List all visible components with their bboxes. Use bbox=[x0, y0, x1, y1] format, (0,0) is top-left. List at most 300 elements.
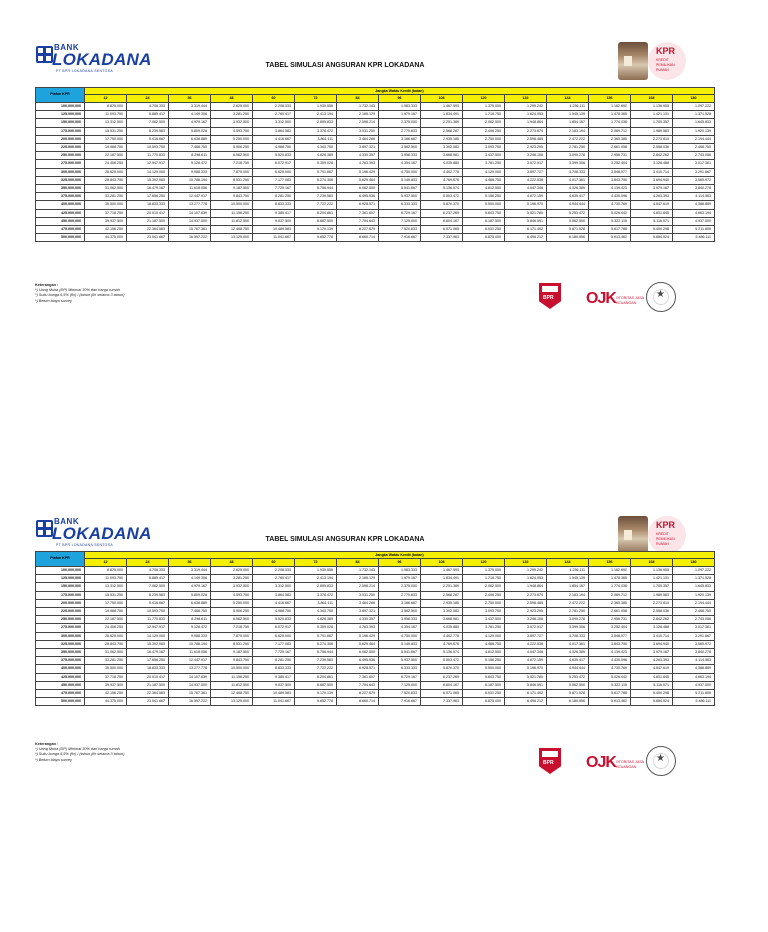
plafon-cell: 350.000.000 bbox=[36, 649, 85, 657]
installment-cell: 1.421.131 bbox=[631, 111, 673, 119]
plafon-cell: 500.000.000 bbox=[36, 234, 85, 242]
installment-cell: 9.416.667 bbox=[127, 135, 169, 143]
kpr-ad-title: KPR bbox=[656, 46, 676, 56]
installment-cell: 3.781.250 bbox=[463, 624, 505, 632]
installment-cell: 3.090.278 bbox=[547, 616, 589, 624]
installment-cell: 1.583.333 bbox=[379, 567, 421, 575]
installment-cell: 5.520.833 bbox=[253, 616, 295, 624]
installment-cell: 3.864.583 bbox=[253, 591, 295, 599]
installment-cell: 6.625.000 bbox=[253, 632, 295, 640]
installment-cell: 3.248.106 bbox=[505, 616, 547, 624]
installment-cell: 1.624.053 bbox=[505, 575, 547, 583]
installment-cell: 4.326.389 bbox=[547, 185, 589, 193]
note-item: *) Suku bunga 6,5% (fix) / (tahun (fix selama 3 tahun) bbox=[35, 752, 125, 757]
installment-cell: 4.937.500 bbox=[673, 217, 715, 225]
installment-cell: 1.097.222 bbox=[673, 567, 715, 575]
table-row bbox=[36, 624, 715, 632]
tenor-header: 168 bbox=[631, 559, 673, 567]
installment-cell: 2.598.485 bbox=[505, 599, 547, 607]
installment-cell: 4.222.538 bbox=[505, 176, 547, 184]
tenor-header: 36 bbox=[169, 559, 211, 567]
table-row bbox=[36, 127, 715, 135]
installment-cell: 3.319.444 bbox=[169, 103, 211, 111]
installment-cell: 28.843.750 bbox=[85, 640, 127, 648]
installment-cell: 7.361.607 bbox=[337, 673, 379, 681]
tenor-header: 96 bbox=[379, 559, 421, 567]
bank-logo-name: LOKADANA bbox=[52, 524, 152, 543]
installment-cell: 7.239.583 bbox=[295, 193, 337, 201]
installment-cell: 4.979.167 bbox=[169, 583, 211, 591]
installment-cell: 4.547.348 bbox=[505, 649, 547, 657]
installment-cell: 5.562.500 bbox=[547, 217, 589, 225]
installment-cell: 21.187.500 bbox=[127, 681, 169, 689]
installment-cell: 6.062.500 bbox=[337, 185, 379, 193]
installment-cell: 9.385.417 bbox=[253, 673, 295, 681]
installment-cell: 4.547.348 bbox=[505, 185, 547, 193]
installment-cell: 1.948.864 bbox=[505, 583, 547, 591]
installment-cell: 9.170.139 bbox=[295, 226, 337, 234]
installment-table bbox=[35, 87, 715, 242]
installment-cell: 4.402.778 bbox=[421, 168, 463, 176]
installment-cell: 4.663.194 bbox=[673, 209, 715, 217]
tenor-header: 168 bbox=[631, 95, 673, 103]
installment-cell: 5.026.442 bbox=[589, 673, 631, 681]
installment-cell: 3.302.083 bbox=[421, 608, 463, 616]
installment-cell: 6.072.917 bbox=[253, 624, 295, 632]
installment-cell: 1.834.491 bbox=[421, 575, 463, 583]
installment-cell: 1.299.242 bbox=[505, 567, 547, 575]
installment-cell: 16.597.222 bbox=[169, 698, 211, 706]
tenor-header: 132 bbox=[505, 559, 547, 567]
installment-cell: 4.763.393 bbox=[337, 160, 379, 168]
installment-cell: 3.464.286 bbox=[337, 599, 379, 607]
table-row bbox=[36, 201, 715, 209]
installment-cell: 16.479.167 bbox=[127, 185, 169, 193]
note-item: *) Belum biaya survey bbox=[35, 298, 72, 303]
installment-cell: 2.375.000 bbox=[379, 583, 421, 591]
installment-cell: 4.831.845 bbox=[631, 673, 673, 681]
installment-cell: 2.760.417 bbox=[253, 575, 295, 583]
installment-cell: 10.489.583 bbox=[253, 226, 295, 234]
plafon-cell: 100.000.000 bbox=[36, 103, 85, 111]
installment-cell: 4.826.389 bbox=[295, 152, 337, 160]
installment-cell: 9.843.750 bbox=[211, 657, 253, 665]
installment-cell: 5.885.417 bbox=[127, 575, 169, 583]
installment-cell: 22.364.583 bbox=[127, 690, 169, 698]
installment-cell: 3.281.250 bbox=[211, 575, 253, 583]
installment-cell: 5.026.442 bbox=[589, 209, 631, 217]
installment-cell: 3.897.727 bbox=[505, 168, 547, 176]
installment-cell: 2.895.833 bbox=[295, 583, 337, 591]
installment-cell: 3.562.500 bbox=[379, 144, 421, 152]
installment-cell: 5.500.000 bbox=[463, 201, 505, 209]
installment-cell: 37.718.750 bbox=[85, 209, 127, 217]
installment-cell: 6.072.917 bbox=[253, 160, 295, 168]
installment-cell: 6.531.250 bbox=[463, 226, 505, 234]
installment-cell: 2.472.222 bbox=[547, 135, 589, 143]
installment-cell: 12.468.750 bbox=[211, 226, 253, 234]
installment-cell: 4.468.750 bbox=[463, 176, 505, 184]
plafon-cell: 150.000.000 bbox=[36, 119, 85, 127]
installment-cell: 4.330.357 bbox=[337, 152, 379, 160]
installment-cell: 1.645.833 bbox=[673, 119, 715, 127]
installment-cell: 4.263.393 bbox=[631, 657, 673, 665]
installment-cell: 2.163.194 bbox=[547, 591, 589, 599]
table-row bbox=[36, 217, 715, 225]
installment-cell: 3.548.077 bbox=[589, 168, 631, 176]
tenor-header: 108 bbox=[421, 95, 463, 103]
table-row bbox=[36, 591, 715, 599]
installment-cell: 5.629.464 bbox=[337, 640, 379, 648]
installment-cell: 5.196.429 bbox=[337, 632, 379, 640]
plafon-cell: 100.000.000 bbox=[36, 567, 85, 575]
installment-cell: 1.705.357 bbox=[631, 119, 673, 127]
installment-cell: 2.842.262 bbox=[631, 616, 673, 624]
table-row bbox=[36, 103, 715, 111]
installment-cell: 3.017.361 bbox=[673, 160, 715, 168]
installment-cell: 4.416.667 bbox=[253, 599, 295, 607]
installment-cell: 2.208.333 bbox=[253, 103, 295, 111]
installment-cell: 4.708.333 bbox=[127, 567, 169, 575]
installment-cell: 9.843.750 bbox=[211, 193, 253, 201]
installment-cell: 1.545.139 bbox=[547, 575, 589, 583]
installment-cell: 17.656.250 bbox=[127, 657, 169, 665]
installment-cell: 10.500.000 bbox=[211, 665, 253, 673]
installment-cell: 3.979.167 bbox=[631, 185, 673, 193]
installment-cell: 5.322.115 bbox=[589, 217, 631, 225]
installment-cell: 12.447.917 bbox=[169, 657, 211, 665]
installment-cell: 1.854.167 bbox=[547, 119, 589, 127]
plafon-cell: 325.000.000 bbox=[36, 640, 85, 648]
installment-cell: 3.319.444 bbox=[169, 567, 211, 575]
installment-cell: 3.864.583 bbox=[253, 127, 295, 135]
house-photo bbox=[618, 516, 648, 554]
tenor-header: 180 bbox=[673, 559, 715, 567]
installment-cell: 2.781.250 bbox=[547, 608, 589, 616]
installment-cell: 4.750.000 bbox=[379, 168, 421, 176]
installment-cell: 2.661.058 bbox=[589, 608, 631, 616]
installment-cell: 3.843.750 bbox=[589, 176, 631, 184]
installment-cell: 2.558.036 bbox=[631, 608, 673, 616]
installment-cell: 4.968.750 bbox=[253, 144, 295, 152]
installment-cell: 6.495.536 bbox=[337, 193, 379, 201]
installment-cell: 4.635.417 bbox=[547, 657, 589, 665]
installment-cell: 1.467.593 bbox=[421, 103, 463, 111]
tenor-header: 156 bbox=[589, 559, 631, 567]
installment-cell: 4.139.423 bbox=[589, 185, 631, 193]
installment-cell: 3.090.278 bbox=[547, 152, 589, 160]
installment-cell: 1.236.111 bbox=[547, 103, 589, 111]
installment-cell: 2.163.194 bbox=[547, 127, 589, 135]
jangka-header: Jangka Waktu Kredit (bulan) bbox=[85, 552, 715, 559]
installment-cell: 4.593.750 bbox=[211, 591, 253, 599]
installment-cell: 6.237.269 bbox=[421, 673, 463, 681]
tenor-header: 12 bbox=[85, 559, 127, 567]
installment-cell: 5.322.115 bbox=[589, 681, 631, 689]
installment-cell: 4.435.096 bbox=[589, 193, 631, 201]
installment-cell: 3.302.083 bbox=[421, 144, 463, 152]
installment-cell: 5.791.667 bbox=[295, 168, 337, 176]
installment-cell: 5.684.524 bbox=[631, 234, 673, 242]
table-row bbox=[36, 168, 715, 176]
installment-cell: 2.568.287 bbox=[421, 591, 463, 599]
installment-cell: 3.781.250 bbox=[463, 160, 505, 168]
table-row bbox=[36, 160, 715, 168]
bank-logo-name: LOKADANA bbox=[52, 50, 152, 69]
installment-cell: 35.500.000 bbox=[85, 665, 127, 673]
installment-cell: 13.277.778 bbox=[169, 665, 211, 673]
plafon-cell: 400.000.000 bbox=[36, 201, 85, 209]
installment-cell: 4.468.750 bbox=[463, 640, 505, 648]
installment-cell: 6.171.402 bbox=[505, 226, 547, 234]
note-item: *) Uang Muka (DP) Minimal 30% dari harga rumah bbox=[35, 747, 120, 752]
installment-cell: 5.684.524 bbox=[631, 698, 673, 706]
installment-cell: 6.171.402 bbox=[505, 690, 547, 698]
installment-cell: 5.136.574 bbox=[421, 649, 463, 657]
installment-cell: 7.520.833 bbox=[379, 226, 421, 234]
plafon-cell: 275.000.000 bbox=[36, 160, 85, 168]
installment-cell: 7.794.643 bbox=[337, 217, 379, 225]
installment-cell: 2.273.810 bbox=[631, 135, 673, 143]
installment-cell: 6.237.269 bbox=[421, 209, 463, 217]
installment-cell: 5.486.111 bbox=[673, 698, 715, 706]
house-photo bbox=[618, 42, 648, 80]
installment-cell: 6.604.167 bbox=[421, 681, 463, 689]
installment-cell: 5.136.574 bbox=[421, 185, 463, 193]
installment-cell: 24.406.250 bbox=[85, 624, 127, 632]
plafon-cell: 500.000.000 bbox=[36, 698, 85, 706]
page-title: TABEL SIMULASI ANGSURAN KPR LOKADANA bbox=[265, 62, 425, 69]
installment-cell: 6.274.306 bbox=[295, 176, 337, 184]
table-row bbox=[36, 176, 715, 184]
installment-cell: 6.729.167 bbox=[379, 673, 421, 681]
installment-cell: 3.126.488 bbox=[631, 624, 673, 632]
table-row bbox=[36, 599, 715, 607]
installment-cell: 1.948.864 bbox=[505, 119, 547, 127]
installment-cell: 2.598.214 bbox=[337, 119, 379, 127]
installment-cell: 7.218.750 bbox=[211, 624, 253, 632]
installment-cell: 1.545.139 bbox=[547, 111, 589, 119]
installment-cell: 4.222.538 bbox=[505, 640, 547, 648]
installment-cell: 8.204.861 bbox=[295, 209, 337, 217]
installment-cell: 4.872.159 bbox=[505, 657, 547, 665]
installment-cell: 1.624.053 bbox=[505, 111, 547, 119]
installment-cell: 31.062.500 bbox=[85, 185, 127, 193]
installment-cell: 13.125.000 bbox=[211, 234, 253, 242]
installment-cell: 7.468.750 bbox=[169, 608, 211, 616]
installment-cell: 3.562.500 bbox=[379, 608, 421, 616]
tenor-header: 144 bbox=[547, 95, 589, 103]
plafon-cell: 250.000.000 bbox=[36, 616, 85, 624]
table-row bbox=[36, 111, 715, 119]
installment-cell: 8.687.500 bbox=[295, 681, 337, 689]
installment-cell: 7.722.222 bbox=[295, 665, 337, 673]
installment-cell: 3.897.321 bbox=[337, 144, 379, 152]
seal-icon bbox=[646, 746, 676, 776]
installment-cell: 6.495.536 bbox=[337, 657, 379, 665]
installment-cell: 2.062.500 bbox=[463, 583, 505, 591]
plafon-cell: 425.000.000 bbox=[36, 209, 85, 217]
table-row bbox=[36, 657, 715, 665]
installment-cell: 5.541.667 bbox=[379, 649, 421, 657]
installment-cell: 1.732.143 bbox=[337, 567, 379, 575]
table-row bbox=[36, 135, 715, 143]
installment-cell: 14.107.639 bbox=[169, 673, 211, 681]
plafon-cell: 475.000.000 bbox=[36, 690, 85, 698]
installment-cell: 16.479.167 bbox=[127, 649, 169, 657]
plafon-cell: 175.000.000 bbox=[36, 591, 85, 599]
installment-cell: 15.531.250 bbox=[85, 127, 127, 135]
installment-cell: 2.923.295 bbox=[505, 608, 547, 616]
installment-cell: 3.861.111 bbox=[295, 135, 337, 143]
installment-cell: 15.767.361 bbox=[169, 226, 211, 234]
installment-cell: 5.937.500 bbox=[379, 657, 421, 665]
installment-cell: 10.593.750 bbox=[127, 144, 169, 152]
installment-cell: 6.496.212 bbox=[505, 698, 547, 706]
installment-cell: 2.625.000 bbox=[211, 567, 253, 575]
installment-cell: 6.604.167 bbox=[421, 217, 463, 225]
installment-cell: 44.375.000 bbox=[85, 698, 127, 706]
installment-cell: 2.568.287 bbox=[421, 127, 463, 135]
installment-cell: 1.478.365 bbox=[589, 575, 631, 583]
plafon-cell: 425.000.000 bbox=[36, 673, 85, 681]
installment-cell: 2.406.250 bbox=[463, 591, 505, 599]
installment-cell: 6.638.889 bbox=[169, 135, 211, 143]
installment-cell: 5.156.250 bbox=[463, 657, 505, 665]
installment-cell: 4.826.389 bbox=[295, 616, 337, 624]
installment-cell: 8.298.611 bbox=[169, 152, 211, 160]
installment-cell: 3.093.750 bbox=[463, 144, 505, 152]
installment-cell: 17.750.000 bbox=[85, 135, 127, 143]
installment-cell: 5.196.970 bbox=[505, 665, 547, 673]
table-row bbox=[36, 152, 715, 160]
installment-cell: 1.989.583 bbox=[631, 127, 673, 135]
installment-cell: 5.843.750 bbox=[463, 673, 505, 681]
installment-cell: 2.923.295 bbox=[505, 144, 547, 152]
plafon-cell: 475.000.000 bbox=[36, 226, 85, 234]
kpr-ad-title: KPR bbox=[656, 520, 676, 530]
installment-cell: 8.660.714 bbox=[337, 698, 379, 706]
installment-cell: 6.062.500 bbox=[337, 649, 379, 657]
installment-cell: 9.937.500 bbox=[253, 217, 295, 225]
installment-cell: 5.809.028 bbox=[169, 591, 211, 599]
table-row bbox=[36, 690, 715, 698]
installment-cell: 33.281.250 bbox=[85, 657, 127, 665]
plafon-cell: 200.000.000 bbox=[36, 135, 85, 143]
installment-cell: 3.399.306 bbox=[547, 160, 589, 168]
installment-cell: 1.989.583 bbox=[631, 591, 673, 599]
installment-cell: 14.125.000 bbox=[127, 168, 169, 176]
installment-cell: 3.166.667 bbox=[379, 135, 421, 143]
installment-cell: 9.187.500 bbox=[211, 185, 253, 193]
installment-cell: 4.402.778 bbox=[421, 632, 463, 640]
installment-cell: 4.017.361 bbox=[547, 640, 589, 648]
installment-cell: 2.935.185 bbox=[421, 135, 463, 143]
installment-cell: 9.937.500 bbox=[253, 681, 295, 689]
installment-cell: 5.937.500 bbox=[379, 193, 421, 201]
installment-cell: 3.093.750 bbox=[463, 608, 505, 616]
installment-cell: 18.833.333 bbox=[127, 201, 169, 209]
plafon-cell: 325.000.000 bbox=[36, 176, 85, 184]
installment-cell: 6.729.167 bbox=[379, 209, 421, 217]
installment-cell: 1.718.750 bbox=[463, 575, 505, 583]
installment-cell: 15.302.083 bbox=[127, 176, 169, 184]
installment-cell: 6.180.556 bbox=[547, 234, 589, 242]
installment-cell: 3.897.727 bbox=[505, 632, 547, 640]
installment-cell: 2.062.500 bbox=[463, 119, 505, 127]
installment-cell: 5.196.429 bbox=[337, 168, 379, 176]
table-row bbox=[36, 616, 715, 624]
installment-cell: 9.652.778 bbox=[295, 698, 337, 706]
installment-cell: 4.125.000 bbox=[463, 168, 505, 176]
installment-cell: 9.128.472 bbox=[169, 624, 211, 632]
installment-cell: 4.149.306 bbox=[169, 575, 211, 583]
notes-heading: Keterangan : bbox=[35, 742, 59, 746]
installment-cell: 7.916.667 bbox=[379, 698, 421, 706]
installment-cell: 5.145.833 bbox=[379, 176, 421, 184]
installment-cell: 3.399.306 bbox=[547, 624, 589, 632]
installment-cell: 9.170.139 bbox=[295, 690, 337, 698]
installment-table bbox=[35, 551, 715, 706]
installment-cell: 7.722.222 bbox=[295, 201, 337, 209]
installment-cell: 2.895.833 bbox=[295, 119, 337, 127]
installment-cell: 22.364.583 bbox=[127, 226, 169, 234]
installment-cell: 3.668.981 bbox=[421, 616, 463, 624]
installment-cell: 6.562.500 bbox=[211, 152, 253, 160]
installment-cell: 4.968.750 bbox=[253, 608, 295, 616]
installment-cell: 14.937.500 bbox=[169, 217, 211, 225]
installment-cell: 2.842.262 bbox=[631, 152, 673, 160]
tenor-header: 108 bbox=[421, 559, 463, 567]
installment-cell: 2.165.179 bbox=[337, 575, 379, 583]
bank-logo-tagline: PT BPR LOKADANA SENTOSA bbox=[56, 543, 113, 547]
plafon-header: Plafon KPR bbox=[36, 552, 85, 567]
installment-cell: 4.812.500 bbox=[463, 185, 505, 193]
installment-cell: 2.661.058 bbox=[589, 144, 631, 152]
tenor-header: 84 bbox=[337, 559, 379, 567]
installment-cell: 7.729.167 bbox=[253, 649, 295, 657]
installment-cell: 42.156.250 bbox=[85, 690, 127, 698]
installment-cell: 5.309.028 bbox=[295, 160, 337, 168]
installment-cell: 2.625.000 bbox=[211, 103, 253, 111]
installment-cell: 8.281.250 bbox=[253, 657, 295, 665]
installment-cell: 4.326.389 bbox=[547, 649, 589, 657]
installment-cell: 4.416.667 bbox=[253, 135, 295, 143]
installment-cell: 7.218.750 bbox=[211, 160, 253, 168]
installment-cell: 3.694.940 bbox=[631, 176, 673, 184]
installment-cell: 6.333.333 bbox=[379, 201, 421, 209]
installment-cell: 3.694.940 bbox=[631, 640, 673, 648]
installment-cell: 26.625.000 bbox=[85, 632, 127, 640]
installment-cell: 7.062.500 bbox=[127, 119, 169, 127]
seal-icon bbox=[646, 282, 676, 312]
installment-cell: 3.979.167 bbox=[631, 649, 673, 657]
installment-cell: 9.128.472 bbox=[169, 160, 211, 168]
installment-cell: 4.114.583 bbox=[673, 657, 715, 665]
installment-cell: 2.781.250 bbox=[547, 144, 589, 152]
installment-cell: 9.652.778 bbox=[295, 234, 337, 242]
installment-cell: 24.406.250 bbox=[85, 160, 127, 168]
installment-cell: 11.812.500 bbox=[211, 681, 253, 689]
installment-cell: 1.920.139 bbox=[673, 591, 715, 599]
installment-cell: 13.312.500 bbox=[85, 583, 127, 591]
plafon-cell: 450.000.000 bbox=[36, 217, 85, 225]
installment-cell: 2.935.185 bbox=[421, 599, 463, 607]
notes-heading: Keterangan : bbox=[35, 283, 59, 287]
installment-cell: 39.937.500 bbox=[85, 217, 127, 225]
installment-cell: 1.375.000 bbox=[463, 567, 505, 575]
plafon-cell: 375.000.000 bbox=[36, 193, 85, 201]
